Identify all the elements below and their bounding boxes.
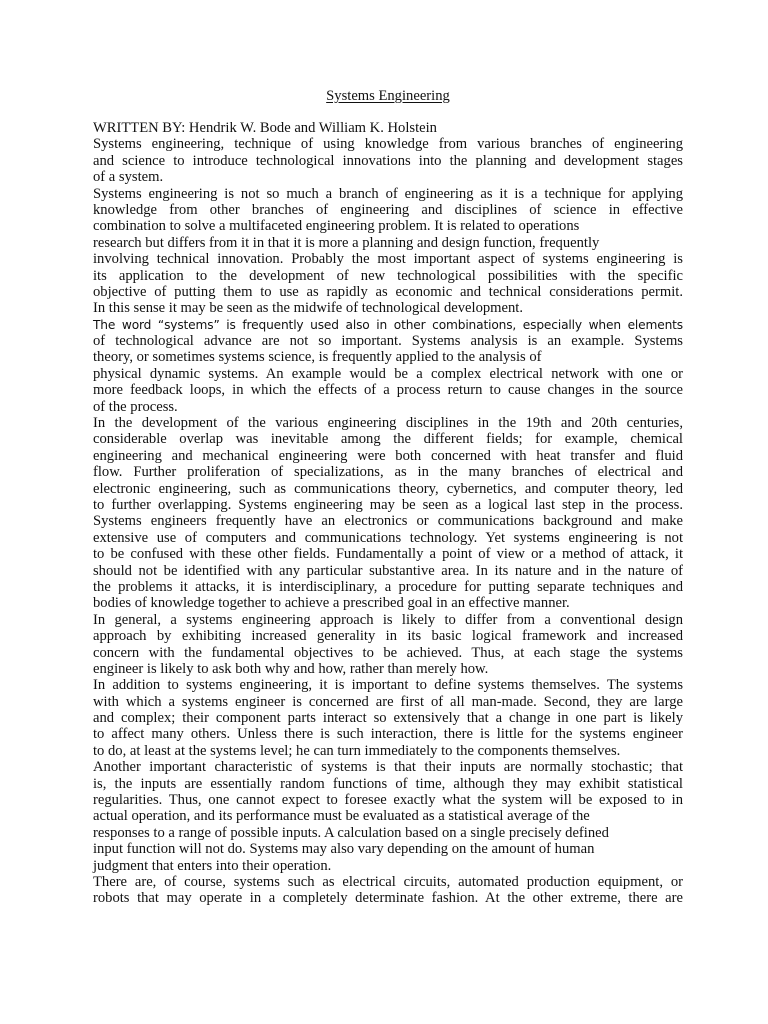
body-text-line: is, the inputs are essentially random functions of time, although they may exhibit statistical: [93, 775, 683, 792]
body-text-line: objective of putting them to use as rapidly as economic and technical considerations permit.: [93, 283, 683, 300]
body-text-line: extensive use of computers and communications technology. Yet systems engineering is not: [93, 529, 683, 546]
body-text-line: to be confused with these other fields. Fundamentally a point of view or a method of attack, it: [93, 546, 683, 563]
body-text-line: the problems it attacks, it is interdisciplinary, a procedure for putting separate techniques and: [93, 578, 683, 595]
body-text-line: In general, a systems engineering approach is likely to differ from a conventional design: [93, 611, 683, 628]
body-text-line: regularities. Thus, one cannot expect to foresee exactly what the system will be exposed to in: [93, 792, 683, 809]
body-text-line: combination to solve a multifaceted engineering problem. It is related to operations: [93, 218, 580, 235]
body-text-line: Systems engineering, technique of using knowledge from various branches of engineering: [93, 136, 683, 153]
body-text-line: knowledge from other branches of engineering and disciplines of science in effective: [93, 201, 683, 218]
body-text-line: of the process.: [93, 398, 178, 415]
body-text-line: of a system.: [93, 169, 164, 186]
body-text-line: of technological advance are not so important. Systems analysis is an example. Systems: [93, 333, 683, 350]
body-text-line: more feedback loops, in which the effects of a process return to cause changes in the source: [93, 382, 683, 399]
body-text-line: theory, or sometimes systems science, is frequently applied to the analysis of: [93, 349, 542, 366]
body-text-line: responses to a range of possible inputs. A calculation based on a single precisely defined: [93, 824, 609, 841]
body-text-line: The word “systems” is frequently used also in other combinations, especially when elements: [93, 317, 683, 332]
document-title: [93, 88, 683, 105]
body-text-line: flow. Further proliferation of specializations, as in the many branches of electrical and: [93, 464, 683, 481]
body-text-line: Systems engineering is not so much a branch of engineering as it is a technique for applying: [93, 185, 683, 202]
body-text-line: In the development of the various engineering disciplines in the 19th and 20th centuries,: [93, 415, 683, 432]
body-text-line: should not be identified with any particular substantive area. In its nature and in the nature of: [93, 562, 683, 579]
body-text-line: to do, at least at the systems level; he can turn immediately to the components themselves.: [93, 742, 621, 759]
body-text-line: with which a systems engineer is concerned are first of all man-made. Second, they are large: [93, 693, 683, 710]
body-text-line: to further overlapping. Systems engineering may be seen as a logical last step in the process.: [93, 496, 683, 513]
body-text-line: Another important characteristic of systems is that their inputs are normally stochastic; that: [93, 759, 683, 776]
body-text-line: to affect many others. Unless there is such interaction, there is little for the systems engineer: [93, 726, 683, 743]
body-text-line: bodies of knowledge together to achieve a prescribed goal in an effective manner.: [93, 595, 570, 612]
body-text-line: There are, of course, systems such as electrical circuits, automated production equipment, or: [93, 873, 683, 890]
body-text-line: and science to introduce technological innovations into the planning and development stages: [93, 152, 683, 169]
body-text-line: its application to the development of new technological possibilities with the specific: [93, 267, 683, 284]
body-text-line: robots that may operate in a completely determinate fashion. At the other extreme, there are: [93, 890, 683, 907]
body-text-line: In this sense it may be seen as the midwife of technological development.: [93, 300, 523, 317]
body-text-line: involving technical innovation. Probably the most important aspect of systems engineering is: [93, 251, 683, 268]
body-text-line: Systems engineers frequently have an electronics or communications background and make: [93, 513, 683, 530]
document-body: [93, 120, 683, 907]
body-text-line: and complex; their component parts interact so extensively that a change in one part is likely: [93, 710, 683, 727]
body-text-line: electronic engineering, such as communications theory, cybernetics, and computer theory, led: [93, 480, 683, 497]
document-title-text: Systems Engineering: [326, 88, 450, 104]
body-text-line: concern with the fundamental objectives to be achieved. Thus, at each stage the systems: [93, 644, 683, 661]
body-text-line: considerable overlap was inevitable among the different fields; for example, chemical: [93, 431, 683, 448]
body-text-line: input function will not do. Systems may also vary depending on the amount of human: [93, 841, 595, 858]
body-text-line: judgment that enters into their operation.: [93, 857, 332, 874]
body-text-line: WRITTEN BY: Hendrik W. Bode and William K. Holstein: [93, 120, 437, 136]
body-text-line: approach by exhibiting increased generality in its basic logical framework and increased: [93, 628, 683, 645]
body-text-line: actual operation, and its performance must be evaluated as a statistical average of the: [93, 808, 590, 825]
body-text-line: research but differs from it in that it is more a planning and design function, frequently: [93, 234, 600, 251]
body-text-line: In addition to systems engineering, it is important to define systems themselves. The systems: [93, 677, 683, 694]
body-text-line: physical dynamic systems. An example would be a complex electrical network with one or: [93, 365, 683, 382]
body-text-line: engineering and mechanical engineering were both concerned with heat transfer and fluid: [93, 447, 683, 464]
body-text-line: engineer is likely to ask both why and how, rather than merely how.: [93, 660, 489, 677]
